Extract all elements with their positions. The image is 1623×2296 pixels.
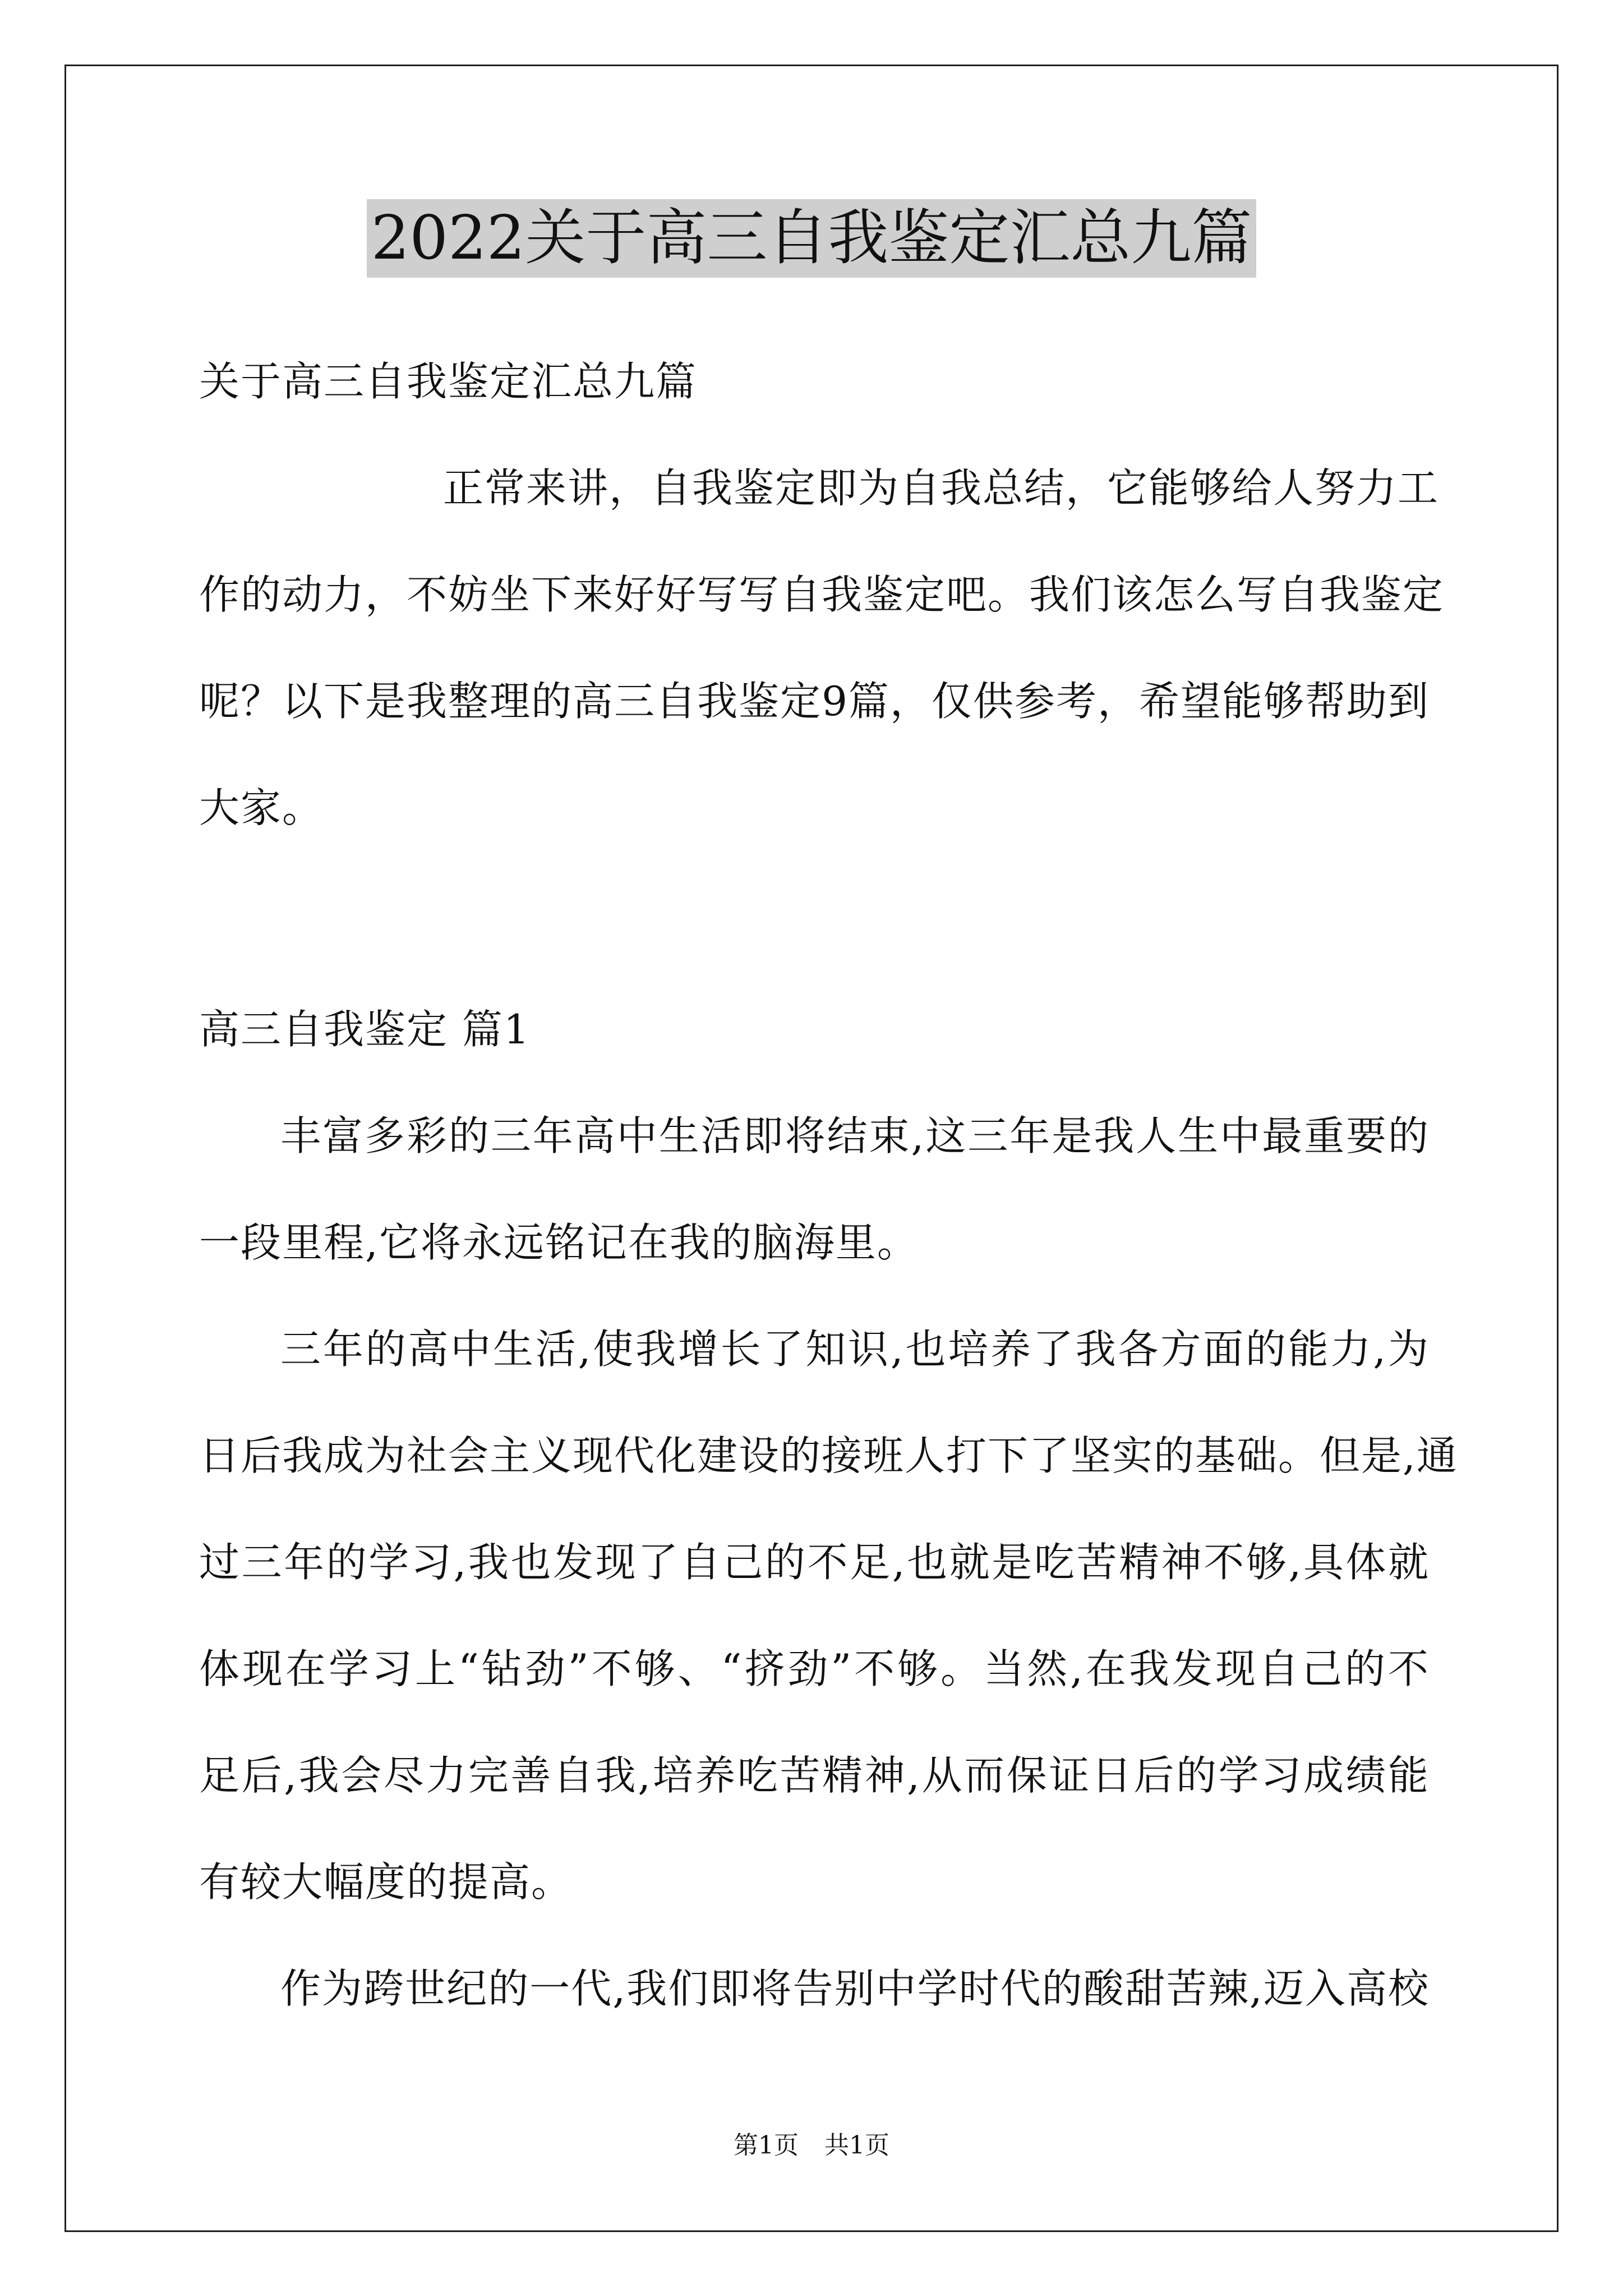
- title-container: [0, 199, 1623, 278]
- body-line: 有较大幅度的提高。: [199, 1858, 573, 1906]
- intro-line: 正常来讲，自我鉴定即为自我总结，它能够给人努力工: [443, 464, 1440, 512]
- intro-line: 大家。: [199, 784, 324, 831]
- body-line: 一段里程,它将永远铭记在我的脑海里。: [199, 1219, 919, 1266]
- document-subtitle: 关于高三自我鉴定汇总九篇: [199, 358, 698, 405]
- body-line: 丰富多彩的三年高中生活即将结束,这三年是我人生中最重要的: [280, 1112, 1430, 1159]
- page-footer: [0, 2129, 1623, 2162]
- page-number: 第1页: [734, 2131, 799, 2160]
- body-line: 体现在学习上“钻劲”不够、“挤劲”不够。当然,在我发现自己的不: [199, 1645, 1430, 1692]
- section-heading: 高三自我鉴定 篇1: [199, 1006, 531, 1053]
- body-line: 三年的高中生活,使我增长了知识,也培养了我各方面的能力,为: [280, 1326, 1430, 1373]
- body-line: 作为跨世纪的一代,我们即将告别中学时代的酸甜苦辣,迈入高校: [280, 1965, 1430, 2012]
- body-line: 过三年的学习,我也发现了自己的不足,也就是吃苦精神不够,具体就: [199, 1539, 1430, 1586]
- intro-line: 作的动力，不妨坐下来好好写写自我鉴定吧。我们该怎么写自我鉴定: [199, 571, 1445, 618]
- intro-line: 呢？以下是我整理的高三自我鉴定9篇，仅供参考，希望能够帮助到: [199, 678, 1430, 725]
- body-line: 足后,我会尽力完善自我,培养吃苦精神,从而保证日后的学习成绩能: [199, 1752, 1430, 1799]
- body-line: 日后我成为社会主义现代化建设的接班人打下了坚实的基础。但是,通: [199, 1432, 1458, 1479]
- document-title: 2022关于高三自我鉴定汇总九篇: [367, 199, 1257, 278]
- page-total: 共1页: [824, 2131, 889, 2160]
